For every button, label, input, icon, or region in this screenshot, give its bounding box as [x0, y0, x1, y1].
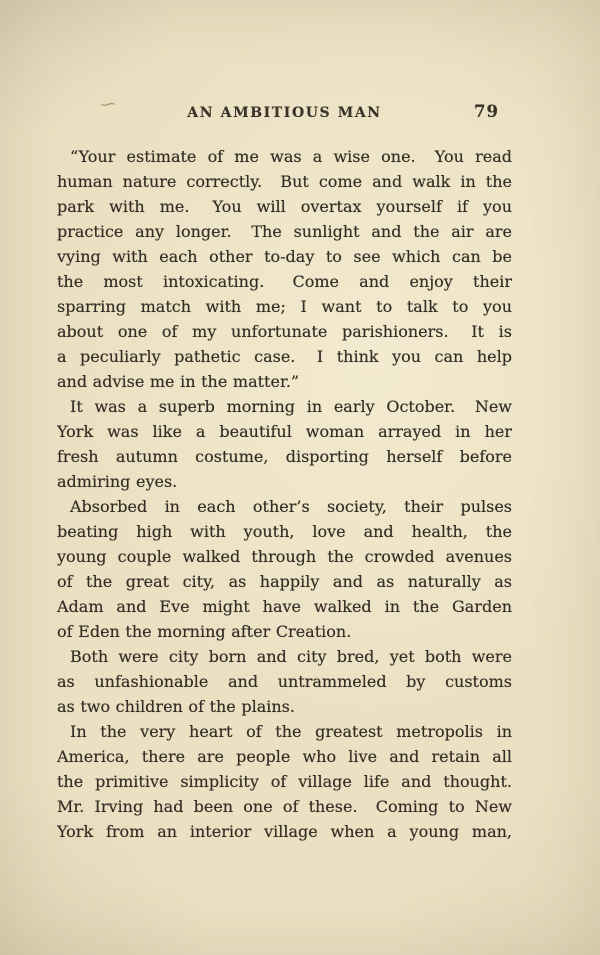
text-line: of Eden the morning after Creation.	[57, 622, 352, 641]
text-line: York from an interior village when a young man,	[57, 822, 512, 841]
text-line: as two children of the plains.	[57, 697, 295, 716]
text-line: a peculiarly pathetic case. I think you can help	[57, 347, 512, 366]
paragraph	[57, 719, 512, 844]
text-line: human nature correctly. But come and walk in the	[57, 172, 512, 191]
paragraph	[57, 494, 512, 644]
text-line: beating high with youth, love and health, the	[57, 522, 512, 541]
text-line: “Your estimate of me was a wise one. You read	[70, 147, 512, 166]
page-title: AN AMBITIOUS MAN	[187, 105, 382, 121]
running-header	[57, 102, 512, 123]
text-line: sparring match with me; I want to talk to you	[57, 297, 512, 316]
pencil-squiggle-mark: ∽	[98, 94, 119, 115]
text-line: young couple walked through the crowded avenues	[57, 547, 512, 566]
text-line: park with me. You will overtax yourself if you	[57, 197, 512, 216]
text-line: Absorbed in each other’s society, their pulses	[70, 497, 512, 516]
text-line: vying with each other to-day to see which can be	[57, 247, 512, 266]
text-line: America, there are people who live and retain all	[57, 747, 512, 766]
text-line: as unfashionable and untrammeled by customs	[57, 672, 512, 691]
text-line: Both were city born and city bred, yet both were	[70, 647, 512, 666]
text-line: In the very heart of the greatest metropolis in	[70, 722, 512, 741]
text-line: the primitive simplicity of village life and thought.	[57, 772, 512, 791]
text-line: admiring eyes.	[57, 472, 178, 491]
paragraph	[57, 394, 512, 494]
text-line: about one of my unfortunate parishioners. It is	[57, 322, 512, 341]
text-line: Adam and Eve might have walked in the Garden	[57, 597, 512, 616]
text-line: It was a superb morning in early October. New	[70, 397, 512, 416]
text-line: fresh autumn costume, disporting herself before	[57, 447, 512, 466]
text-line: Mr. Irving had been one of these. Coming to New	[57, 797, 512, 816]
text-line: York was like a beautiful woman arrayed in her	[57, 422, 512, 441]
text-block	[57, 144, 512, 844]
text-line: of the great city, as happily and as naturally as	[57, 572, 512, 591]
page-number: 79	[474, 102, 499, 121]
text-line: the most intoxicating. Come and enjoy their	[57, 272, 512, 291]
paragraph	[57, 144, 512, 394]
text-line: and advise me in the matter.”	[57, 372, 300, 391]
paragraph	[57, 644, 512, 719]
text-line: practice any longer. The sunlight and the air are	[57, 222, 512, 241]
